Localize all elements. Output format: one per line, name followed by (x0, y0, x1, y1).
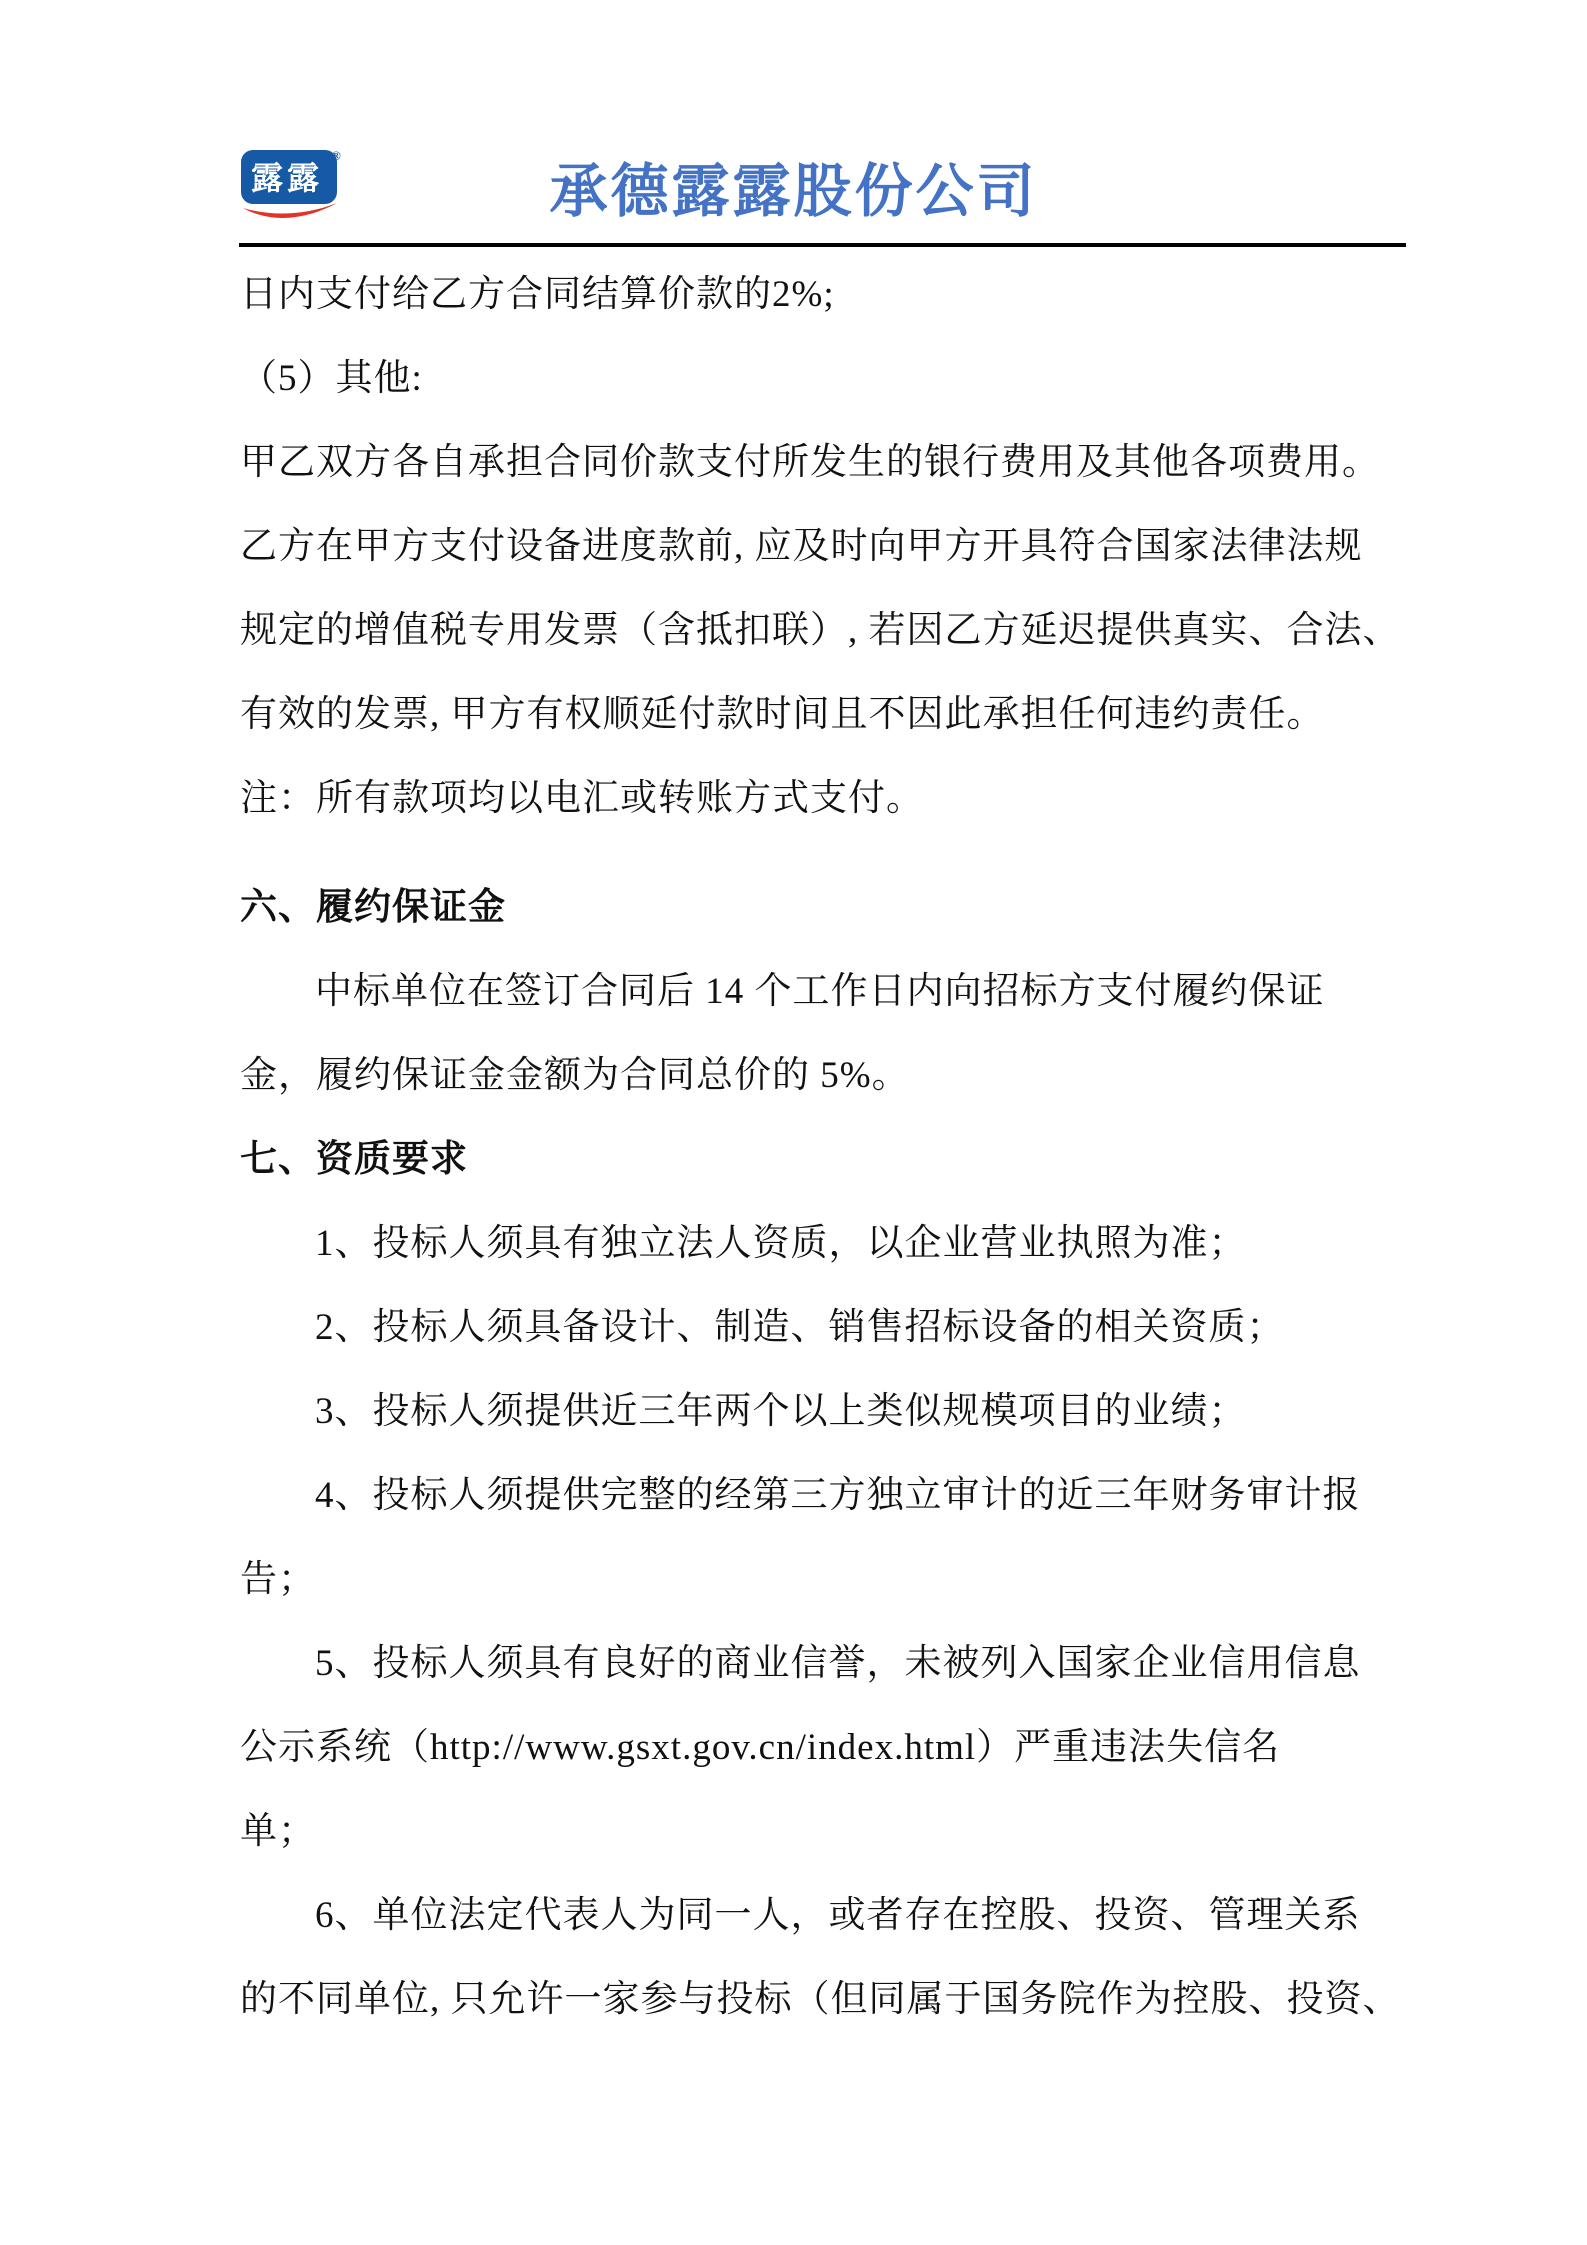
text-line: 乙方在甲方支付设备进度款前, 应及时向甲方开具符合国家法律法规 (240, 526, 1363, 567)
text-line: 的不同单位, 只允许一家参与投标（但同属于国务院作为控股、投资、 (240, 1979, 1401, 2020)
text-line: 告； (240, 1559, 316, 1600)
text-line: 2、投标人须具备设计、制造、销售招标设备的相关资质； (315, 1307, 1285, 1348)
text-line: （5）其他: (240, 358, 423, 399)
text-line: 4、投标人须提供完整的经第三方独立审计的近三年财务审计报 (315, 1475, 1361, 1516)
text-line: 中标单位在签订合同后 14 个工作日内向招标方支付履约保证 (315, 971, 1325, 1012)
text-line: 甲乙双方各自承担合同价款支付所发生的银行费用及其他各项费用。 (240, 442, 1380, 483)
section-heading: 七、资质要求 (240, 1139, 468, 1180)
text-line: 有效的发票, 甲方有权顺延付款时间且不因此承担任何违约责任。 (240, 694, 1325, 735)
text-line: 6、单位法定代表人为同一人，或者存在控股、投资、管理关系 (315, 1895, 1361, 1936)
section-heading: 六、履约保证金 (240, 887, 506, 928)
registered-mark: ® (331, 148, 341, 163)
company-name: 承德露露股份公司 (549, 159, 1038, 224)
header-rule (239, 243, 1406, 247)
text-line: 日内支付给乙方合同结算价款的2%; (240, 274, 835, 315)
text-line: 金，履约保证金金额为合同总价的 5%。 (240, 1055, 910, 1096)
text-line: 注：所有款项均以电汇或转账方式支付。 (240, 778, 924, 819)
text-line: 规定的增值税专用发票（含抵扣联）, 若因乙方延迟提供真实、合法、 (240, 610, 1401, 651)
text-line: 1、投标人须具有独立法人资质，以企业营业执照为准； (315, 1223, 1247, 1264)
document-body (240, 253, 1401, 2042)
text-line: 公示系统（http://www.gsxt.gov.cn/index.html）严重违法失信名 (240, 1727, 1281, 1768)
logo-text: 露露 (250, 160, 324, 196)
text-line: 5、投标人须具有良好的商业信誉，未被列入国家企业信用信息 (315, 1643, 1361, 1684)
text-line: 3、投标人须提供近三年两个以上类似规模项目的业绩； (315, 1391, 1247, 1432)
text-line: 单； (240, 1811, 316, 1852)
